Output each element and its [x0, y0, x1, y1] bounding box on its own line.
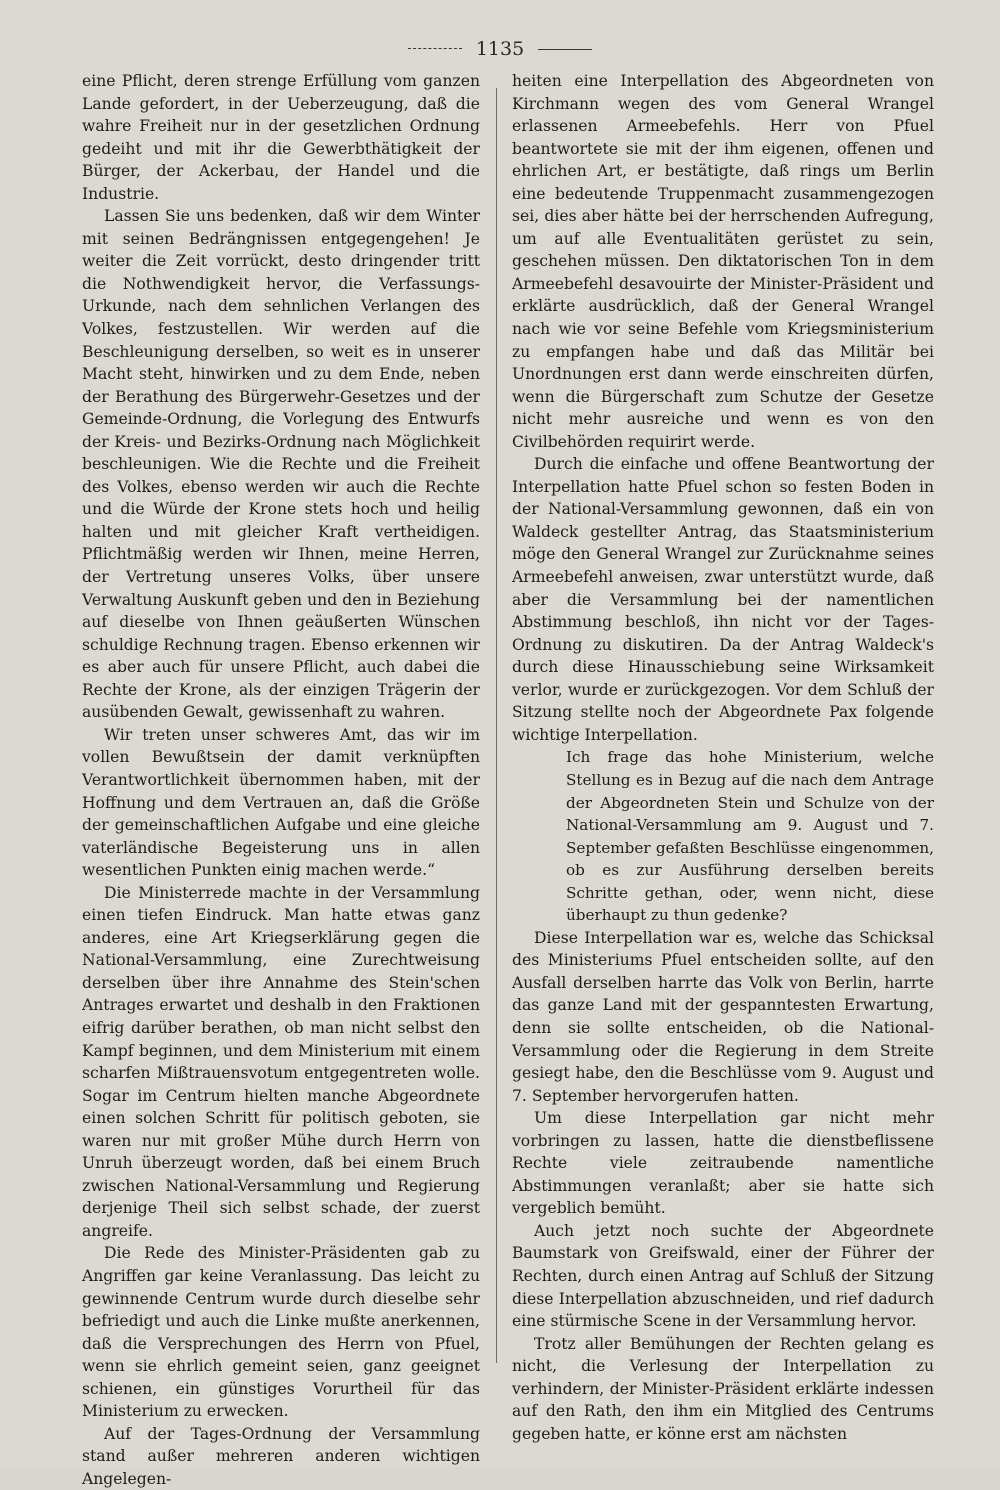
paragraph: Trotz aller Bemühungen der Rechten gelang es nicht, die Verlesung der Interpellation zu verhindern, der Minister-Präsident erklärte indessen auf den Rath, den ihm ein Mitglied des Centrums gegeben hatte, er könne erst am nächsten — [512, 1334, 934, 1443]
right-column — [512, 70, 934, 1445]
paragraph: Diese Interpellation war es, welche das Schicksal des Ministeriums Pfuel entscheiden sollte, auf den Ausfall derselben harrte das Volk von Berlin, harrte das ganze Land mit der gespanntesten Erwartung, denn sie sollte entscheiden, ob die National-Versammlung oder die Regierung in dem Streite gesiegt habe, den die Beschlüsse vom 9. August und 7. September hervorgerufen hatten. — [512, 928, 934, 1105]
paragraph: Auf der Tages-Ordnung der Versammlung stand außer mehreren anderen wichtigen Angelegen- — [82, 1424, 480, 1488]
quoted-interpellation: Ich frage das hohe Ministerium, welche Stellung es in Bezug auf die nach dem Antrage der Abgeordneten Stein und Schulze von der National-Versammlung am 9. August und 7. September gefaßten Beschlüsse eingenommen, ob es zur Ausführung derselben bereits Schritte gethan, oder, wenn nicht, diese überhaupt zu thun gedenke? — [566, 748, 934, 925]
paragraph: heiten eine Interpellation des Abgeordneten von Kirchmann wegen des vom General Wrangel erlassenen Armeebefehls. Herr von Pfuel beantwortete sie mit der ihm eigenen, offenen und ehrlichen Art, er bestätigte, daß rings um Berlin eine bedeutende Truppenmacht zusammengezogen sei, dies aber hätte bei der herrschenden Aufregung, um auf alle Eventualitäten gerüstet zu sein, geschehen müssen. Den diktatorischen Ton in dem Armeebefehl desavouirte der Minister-Präsident und erklärte ausdrücklich, daß der General Wrangel nach wie vor seine Befehle vom Kriegsministerium zu empfangen habe und daß das Militär bei Unordnungen erst dann werde einschreiten dürfen, wenn die Bürgerschaft zum Schutze der Gesetze nicht mehr ausreiche und wenn es von den Civilbehörden requirirt werde. — [512, 72, 934, 451]
paragraph: eine Pflicht, deren strenge Erfüllung vom ganzen Lande gefordert, in der Ueberzeugung, daß die wahre Freiheit nur in der gesetzlichen Ordnung gedeiht und mit ihr die Gewerbthätigkeit der Bürger, der Ackerbau, der Handel und die Industrie. — [82, 72, 480, 203]
paragraph: Wir treten unser schweres Amt, das wir im vollen Bewußtsein der damit verknüpften Verantwortlichkeit übernommen haben, mit der Hoffnung und dem Vertrauen an, daß die Größe der gemeinschaftlichen Aufgabe und eine gleiche vaterländische Begeisterung uns in allen wesentlichen Punkten einig machen werde.“ — [82, 725, 480, 880]
page-number: 1135 — [475, 38, 525, 60]
left-column — [82, 70, 480, 1490]
header-rule-right — [538, 49, 592, 50]
paragraph: Um diese Interpellation gar nicht mehr vorbringen zu lassen, hatte die dienstbeflissene Rechte viele zeitraubende namentliche Abstimmungen veranlaßt; aber sie hatte sich vergeblich bemüht. — [512, 1109, 934, 1218]
paragraph: Durch die einfache und offene Beantwortung der Interpellation hatte Pfuel schon so festen Boden in der National-Versammlung gewonnen, daß ein von Waldeck gestellter Antrag, das Staatsministerium möge den General Wrangel zur Zurücknahme seines Armeebefehl anweisen, zwar unterstützt wurde, daß aber die Versammlung bei der namentlichen Abstimmung beschloß, ihn nicht vor der Tages-Ordnung zu diskutiren. Da der Antrag Waldeck's durch diese Hinausschiebung seine Wirksamkeit verlor, wurde er zurückgezogen. Vor dem Schluß der Sitzung stellte noch der Abgeordnete Pax folgende wichtige Interpellation. — [512, 455, 934, 744]
paragraph: Auch jetzt noch suchte der Abgeordnete Baumstark von Greifswald, einer der Führer der Rechten, durch einen Antrag auf Schluß der Sitzung diese Interpellation abzuschneiden, und rief dadurch eine stürmische Scene in der Versammlung hervor. — [512, 1221, 934, 1331]
paragraph: Lassen Sie uns bedenken, daß wir dem Winter mit seinen Bedrängnissen entgegengehen! Je weiter die Zeit vorrückt, desto dringender tritt die Nothwendigkeit hervor, die Verfassungs-Urkunde, nach dem sehnlichen Verlangen des Volkes, festzustellen. Wir werden auf die Beschleunigung derselben, so weit es in unserer Macht steht, hinwirken und zu dem Ende, neben der Berathung des Bürgerwehr-Gesetzes und der Gemeinde-Ordnung, die Vorlegung des Entwurfs der Kreis- und Bezirks-Ordnung nach Möglichkeit beschleunigen. Wie die Rechte und die Freiheit des Volkes, ebenso werden wir auch die Rechte und die Würde der Krone stets hoch und heilig halten und mit gleicher Kraft vertheidigen. Pflichtmäßig werden wir Ihnen, meine Herren, der Vertretung unseres Volks, über unsere Verwaltung Auskunft geben und den in Beziehung auf dieselbe von Ihnen geäußerten Wünschen schuldige Rechnung tragen. Ebenso erkennen wir es aber auch für unsere Pflicht, auch dabei die Rechte der Krone, als der einzigen Trägerin der ausübenden Gewalt, gewissenhaft zu wahren. — [82, 207, 480, 722]
page-header — [0, 38, 1000, 60]
column-divider — [496, 88, 497, 1363]
paragraph: Die Rede des Minister-Präsidenten gab zu Angriffen gar keine Veranlassung. Das leicht zu gewinnende Centrum wurde durch dieselbe sehr befriedigt und auch die Linke mußte anerkennen, daß die Versprechungen des Herrn von Pfuel, wenn sie ehrlich gemeint seien, ganz geeignet schienen, ein günstiges Vorurtheil für das Ministerium zu erwecken. — [82, 1244, 480, 1421]
header-rule-left — [408, 48, 462, 50]
paragraph: Die Ministerrede machte in der Versammlung einen tiefen Eindruck. Man hatte etwas ganz anderes, eine Art Kriegserklärung gegen die National-Versammlung, eine Zurechtweisung derselben über ihre Annahme des Stein'schen Antrages erwartet und deshalb in den Fraktionen eifrig darüber berathen, ob man nicht selbst den Kampf beginnen, und dem Ministerium mit einem scharfen Mißtrauensvotum entgegentreten wolle. Sogar im Centrum hielten manche Abgeordnete einen solchen Schritt für politisch geboten, sie waren nur mit großer Mühe durch Herrn von Unruh überzeugt worden, daß bei einem Bruch zwischen National-Versammlung und Regierung derjenige Theil sich selbst schade, der zuerst angreife. — [82, 883, 480, 1240]
